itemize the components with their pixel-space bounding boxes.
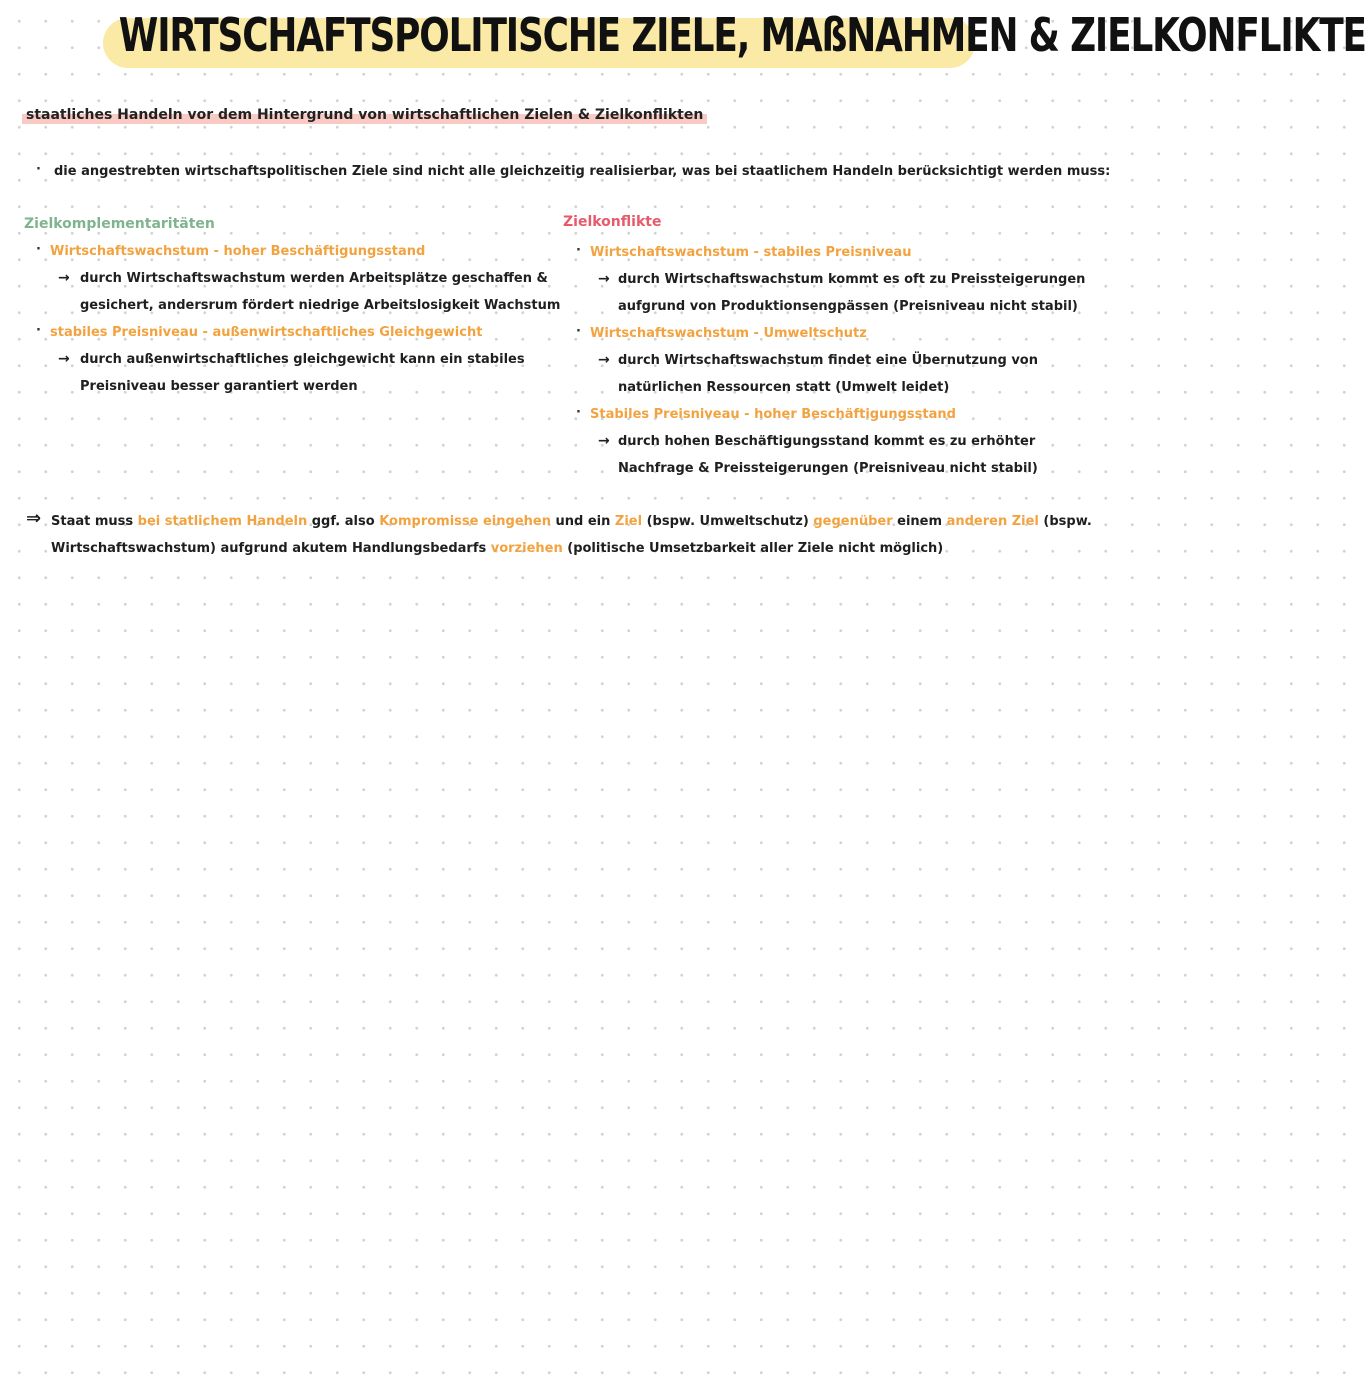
conclusion-segment: anderen Ziel	[946, 514, 1044, 529]
conflict-item-line: aufgrund von Produktionsengpässen (Preisniveau nicht stabil)	[618, 299, 1078, 314]
conclusion-segment: bei statlichem Handeln	[137, 514, 312, 529]
conclusion-segment: (politische Umsetzbarkeit aller Ziele nicht möglich)	[567, 541, 944, 556]
conclusion-segment: (bspw.	[1043, 514, 1092, 529]
page-title: WIRTSCHAFTSPOLITISCHE ZIELE, MAßNAHMEN & ZIELKONFLIKTE	[118, 8, 1366, 62]
conclusion-line-2	[51, 542, 943, 555]
conflict-item-line: Nachfrage & Preissteigerungen (Preisniveau nicht stabil)	[618, 461, 1038, 476]
complementarity-item-line: durch Wirtschaftswachstum werden Arbeitsplätze geschaffen &	[80, 271, 548, 286]
conflict-heading: Zielkonflikte	[563, 214, 662, 230]
conflict-item-title: Wirtschaftswachstum - Umweltschutz	[590, 326, 867, 341]
complementarity-heading: Zielkomplementaritäten	[24, 216, 215, 232]
bullet-dot: ·	[36, 242, 41, 257]
complementarity-item-line: durch außenwirtschaftliches gleichgewicht kann ein stabiles	[80, 352, 525, 367]
bullet-dot: ·	[576, 324, 581, 339]
arrow-icon: →	[58, 270, 70, 286]
conflict-item-line: durch Wirtschaftswachstum findet eine Übernutzung von	[618, 353, 1038, 368]
conclusion-segment: Wirtschaftswachstum) aufgrund akutem Handlungsbedarfs	[51, 541, 491, 556]
complementarity-item-title: Wirtschaftswachstum - hoher Beschäftigungsstand	[50, 244, 426, 259]
conclusion-segment: Kompromisse eingehen	[379, 514, 556, 529]
bullet-dot: ·	[576, 243, 581, 258]
complementarity-item-line: gesichert, andersrum fördert niedrige Arbeitslosigkeit Wachstum	[80, 298, 561, 313]
conclusion-segment: und ein	[555, 514, 615, 529]
conclusion-segment: einem	[897, 514, 947, 529]
conflict-item-line: natürlichen Ressourcen statt (Umwelt leidet)	[618, 380, 950, 395]
conclusion-segment: gegenüber	[813, 514, 898, 529]
conclusion-line-1	[51, 515, 1092, 528]
arrow-icon: →	[598, 271, 610, 287]
conclusion-segment: vorziehen	[490, 541, 568, 556]
bullet-dot: ·	[36, 323, 41, 338]
conflict-item-title: Stabiles Preisniveau - hoher Beschäftigungsstand	[590, 407, 956, 422]
subtitle: staatliches Handeln vor dem Hintergrund von wirtschaftlichen Zielen & Zielkonflikten	[22, 106, 707, 124]
conclusion-segment: Staat muss	[51, 514, 138, 529]
complementarity-item-line: Preisniveau besser garantiert werden	[80, 379, 358, 394]
conclusion-segment: (bspw. Umweltschutz)	[646, 514, 814, 529]
complementarity-item-title: stabiles Preisniveau - außenwirtschaftliches Gleichgewicht	[50, 325, 483, 340]
intro-text: die angestrebten wirtschaftspolitischen Ziele sind nicht alle gleichzeitig realisierbar, was bei staatlichem Handeln berücksichtigt werden muss:	[54, 164, 1111, 179]
conflict-item-title: Wirtschaftswachstum - stabiles Preisniveau	[590, 245, 912, 260]
arrow-icon: →	[598, 352, 610, 368]
implication-arrow-icon: ⇒	[26, 508, 42, 529]
conclusion-segment: ggf. also	[311, 514, 380, 529]
bullet-dot: ·	[36, 162, 41, 177]
arrow-icon: →	[598, 433, 610, 449]
conflict-item-line: durch Wirtschaftswachstum kommt es oft zu Preissteigerungen	[618, 272, 1086, 287]
bullet-dot: ·	[576, 405, 581, 420]
arrow-icon: →	[58, 351, 70, 367]
conclusion-segment: Ziel	[614, 514, 647, 529]
conflict-item-line: durch hohen Beschäftigungsstand kommt es zu erhöhter	[618, 434, 1036, 449]
